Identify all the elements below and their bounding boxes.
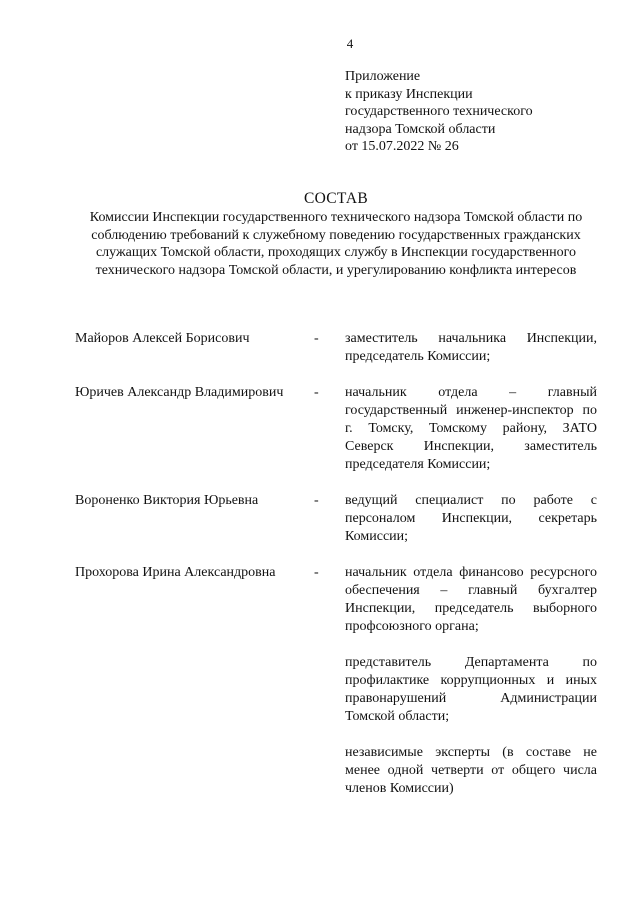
heading-title: СОСТАВ (303, 190, 369, 207)
heading-subtitle: Комиссии Инспекции государственного технического надзора Томской области по соблюдению требований к служебному поведению государственных гражданских служащих Томской области, проходящих службу в Инспекции государственного технического надзора Томской области, и урегулированию конфликта интересов (89, 210, 583, 278)
appendix-block (345, 68, 605, 156)
appendix-line: Приложение (345, 69, 421, 84)
member-role: начальник отдела – главный государственный инженер-инспектор по г. Томску, Томскому району, ЗАТО Северск Инспекции, заместитель председателя Комиссии; (345, 385, 597, 472)
member-dash: - (314, 565, 319, 580)
member-role: заместитель начальника Инспекции, председатель Комиссии; (345, 331, 597, 364)
member-name: Прохорова Ирина Александровна (75, 565, 276, 580)
page-number: 4 (346, 36, 354, 51)
commission-members (0, 330, 640, 816)
member-row (0, 564, 640, 636)
member-dash: - (314, 385, 319, 400)
member-role: ведущий специалист по работе с персоналом Инспекции, секретарь Комиссии; (345, 493, 597, 544)
member-name: Майоров Алексей Борисович (75, 331, 250, 346)
member-dash: - (314, 331, 319, 346)
member-row (0, 492, 640, 546)
appendix-order-date: от 15.07.2022 № 26 (345, 139, 459, 154)
appendix-line: государственного технического (345, 104, 533, 119)
member-role: начальник отдела финансово ресурсного обеспечения – главный бухгалтер Инспекции, председатель выборного профсоюзного органа; (345, 565, 597, 634)
appendix-line: к приказу Инспекции (345, 86, 473, 102)
member-row (0, 330, 640, 366)
additional-member-role: представитель Департамента по профилактике коррупционных и иных правонарушений Администрации Томской области; (345, 655, 597, 724)
document-heading (74, 190, 598, 279)
member-name: Юричев Александр Владимирович (75, 385, 284, 400)
member-row (0, 384, 640, 474)
member-dash: - (314, 493, 319, 508)
additional-member-role: независимые эксперты (в составе не менее одной четверти от общего числа членов Комиссии) (345, 745, 597, 796)
appendix-line: надзора Томской области (345, 121, 496, 137)
member-name: Вороненко Виктория Юрьевна (75, 493, 259, 508)
